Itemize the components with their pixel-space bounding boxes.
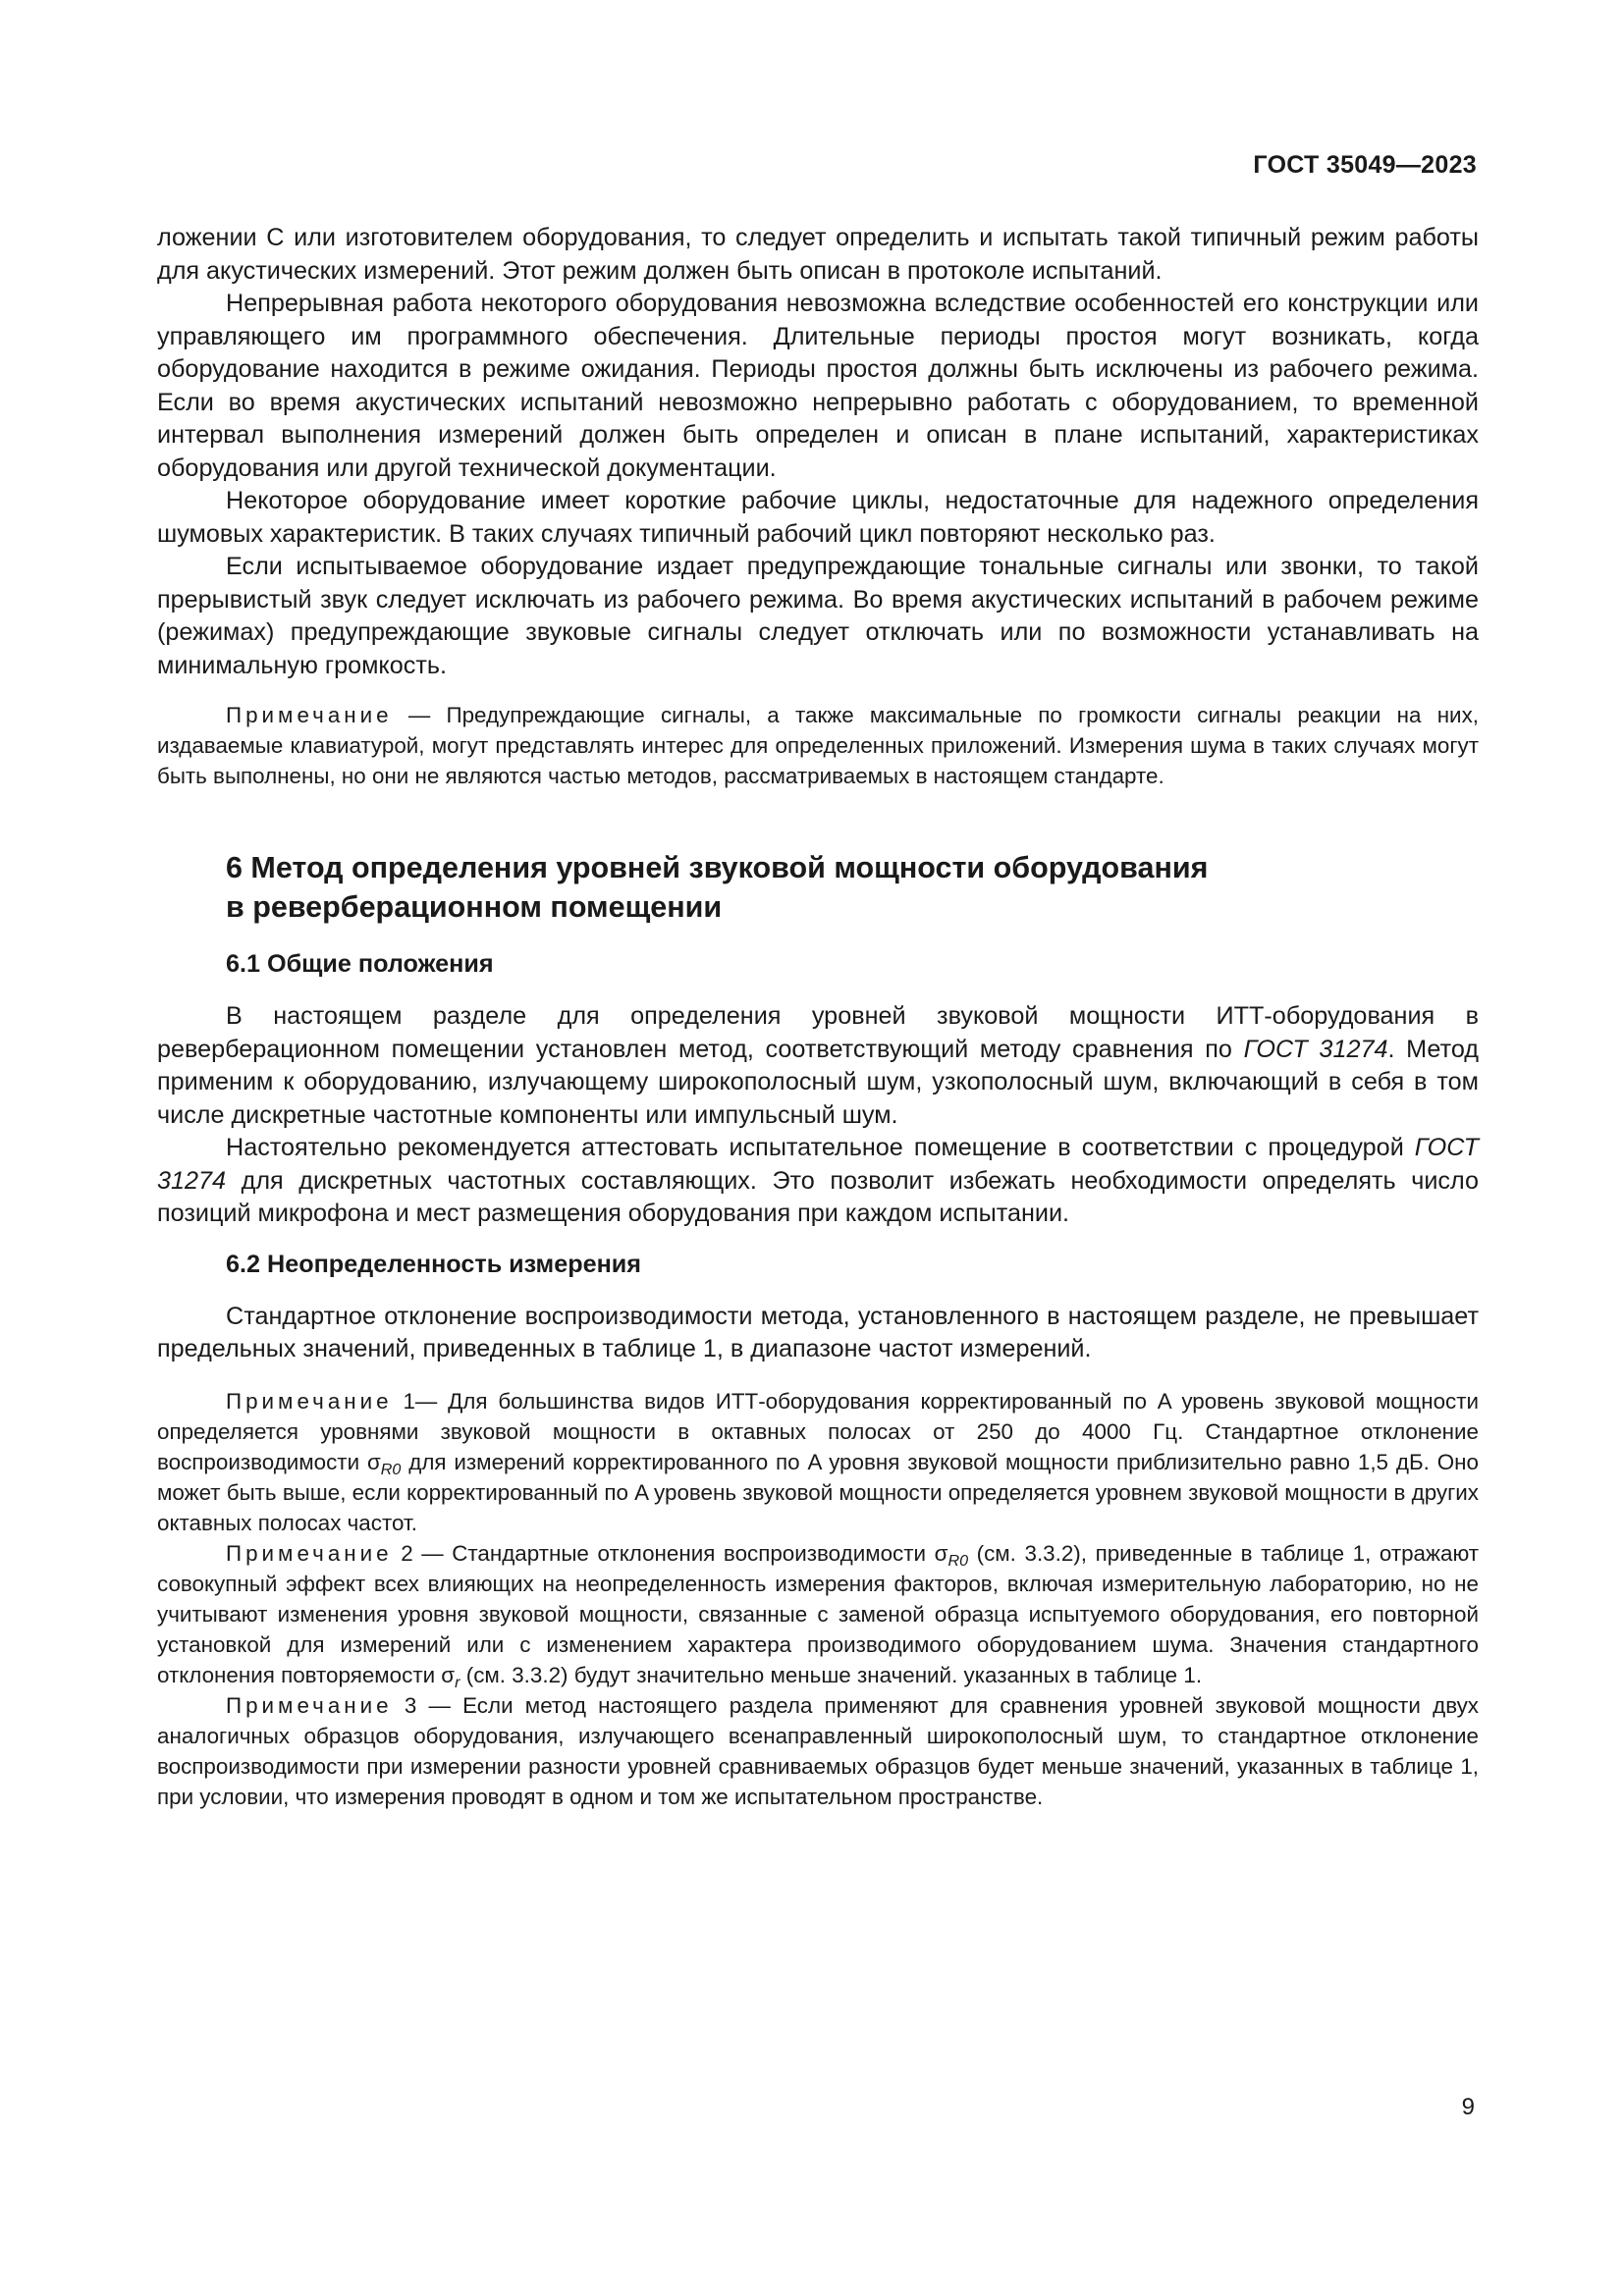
standard-reference-link: ГОСТ 31274 [157, 1134, 1479, 1195]
section-6-title-line2: в реверберационном помещении [226, 890, 723, 924]
note-text: — Предупреждающие сигналы, а также максимальные по громкости сигналы реакции на них, издаваемые клавиатурой, могут представлять интерес для определенных приложений. Измерения шума в таких случаях могут быть выполнены, но они не являются частью методов, рассматриваемых в настоящем стандарте. [157, 703, 1479, 788]
note-2-text-a: 2 — Стандартные отклонения воспроизводимости σ [392, 1540, 948, 1566]
note-3 [157, 1690, 1479, 1812]
paragraph-6-1-recommendation-text-a: Настоятельно рекомендуется аттестовать испытательное помещение в соответствии с процедурой [226, 1134, 1415, 1161]
note-1 [157, 1386, 1479, 1538]
subscript-r0: R0 [380, 1460, 402, 1478]
subsection-6-2-title: 6.2 Неопределенность измерения [226, 1250, 641, 1278]
note-1-text-a: 1— Для большинства видов ИТТ-оборудования корректированный по A уровень звуковой мощности определяется уровнями звуковой мощности в октавных полосах от 250 до 4000 Гц. Стандартное отклонение воспроизводимости σ [157, 1388, 1479, 1474]
standard-reference-link: ГОСТ 31274 [1243, 1035, 1388, 1063]
paragraph-continuous-operation: Непрерывная работа некоторого оборудования невозможна вследствие особенностей его конструкции или управляющего им программного обеспечения. Длительные периоды простоя могут возникать, когда оборудование находится в режиме ожидания. Периоды простоя должны быть исключены из рабочего режима. Если во время акустических испытаний невозможно непрерывно работать с оборудованием, то временной интервал выполнения измерений должен быть определен и описан в плане испытаний, характеристиках оборудования или другой технической документации. [157, 290, 1479, 482]
note-label: Примечание [226, 703, 393, 727]
page-number: 9 [1461, 2094, 1475, 2120]
note-2 [157, 1538, 1479, 1690]
paragraph-continuation: ложении С или изготовителем оборудования, то следует определить и испытать такой типичный режим работы для акустических измерений. Этот режим должен быть описан в протоколе испытаний. [157, 224, 1479, 285]
paragraph-6-1-recommendation-text-b: для дискретных частотных составляющих. Это позволит избежать необходимости определять число позиций микрофона и мест размещения оборудования при каждом испытании. [157, 1166, 1479, 1227]
paragraph-warning-signals: Если испытываемое оборудование издает предупреждающие тональные сигналы или звонки, то такой прерывистый звук следует исключать из рабочего режима. Во время акустических испытаний в рабочем режиме (режимах) предупреждающие звуковые сигналы следует отключать или по возможности устанавливать на минимальную громкость. [157, 553, 1479, 679]
note-2-text-c: (см. 3.3.2) будут значительно меньше значений. указанных в таблице 1. [460, 1662, 1203, 1687]
page-body [157, 222, 1479, 1812]
note-label: Примечание [226, 1540, 393, 1566]
subscript-r: r [455, 1673, 460, 1691]
paragraph-6-1-method-text-a: В настоящем разделе для определения уровней звуковой мощности ИТТ-оборудования в реверберационном помещении установлен метод, соответствующий методу сравнения по [157, 1002, 1479, 1063]
paragraph-6-1-method [157, 1000, 1479, 1132]
note-3-text: 3 — Если метод настоящего раздела применяют для сравнения уровней звуковой мощности двух аналогичных образцов оборудования, излучающего всенаправленный широкополосный шум, то стандартное отклонение воспроизводимости при измерении разности уровней сравниваемых образцов будет меньше значений, указанных в таблице 1, при условии, что измерения проводят в одном и том же испытательном пространстве. [157, 1692, 1479, 1809]
note-label: Примечание [226, 1692, 393, 1718]
paragraph-6-1-method-text-b: . Метод применим к оборудованию, излучающему широкополосный шум, узкополосный шум, включающий в себя в том числе дискретные частотные компоненты или импульсный шум. [157, 1035, 1479, 1129]
paragraph-6-2-uncertainty: Стандартное отклонение воспроизводимости метода, установленного в настоящем разделе, не превышает предельных значений, приведенных в таблице 1, в диапазоне частот измерений. [157, 1302, 1479, 1362]
paragraph-6-1-recommendation [157, 1132, 1479, 1231]
document-header: ГОСТ 35049—2023 [1253, 151, 1477, 179]
note-2-text-b: (см. 3.3.2), приведенные в таблице 1, отражают совокупный эффект всех влияющих на неопределенность измерения факторов, включая измерительную лабораторию, но не учитывают изменения уровня звуковой мощности, связанные с заменой образца испытуемого оборудования, его повторной установкой для измерений или с изменением характера производимого оборудованием шума. Значения стандартного отклонения повторяемости σ [157, 1540, 1479, 1687]
note-label: Примечание [226, 1388, 393, 1414]
section-6-title [226, 848, 1479, 927]
subsection-6-1-title: 6.1 Общие положения [226, 950, 494, 978]
subscript-r0: R0 [947, 1551, 969, 1570]
note-warning-signals [157, 700, 1479, 791]
paragraph-short-cycles: Некоторое оборудование имеет короткие рабочие циклы, недостаточные для надежного определения шумовых характеристик. В таких случаях типичный рабочий цикл повторяют несколько раз. [157, 487, 1479, 548]
note-1-text-b: для измерений корректированного по A уровня звуковой мощности приблизительно равно 1,5 дБ. Оно может быть выше, если корректированный по A уровень звуковой мощности определяется уровнем звуковой мощности в других октавных полосах частот. [157, 1449, 1479, 1535]
section-6-title-line1: 6 Метод определения уровней звуковой мощности оборудования [226, 851, 1209, 884]
